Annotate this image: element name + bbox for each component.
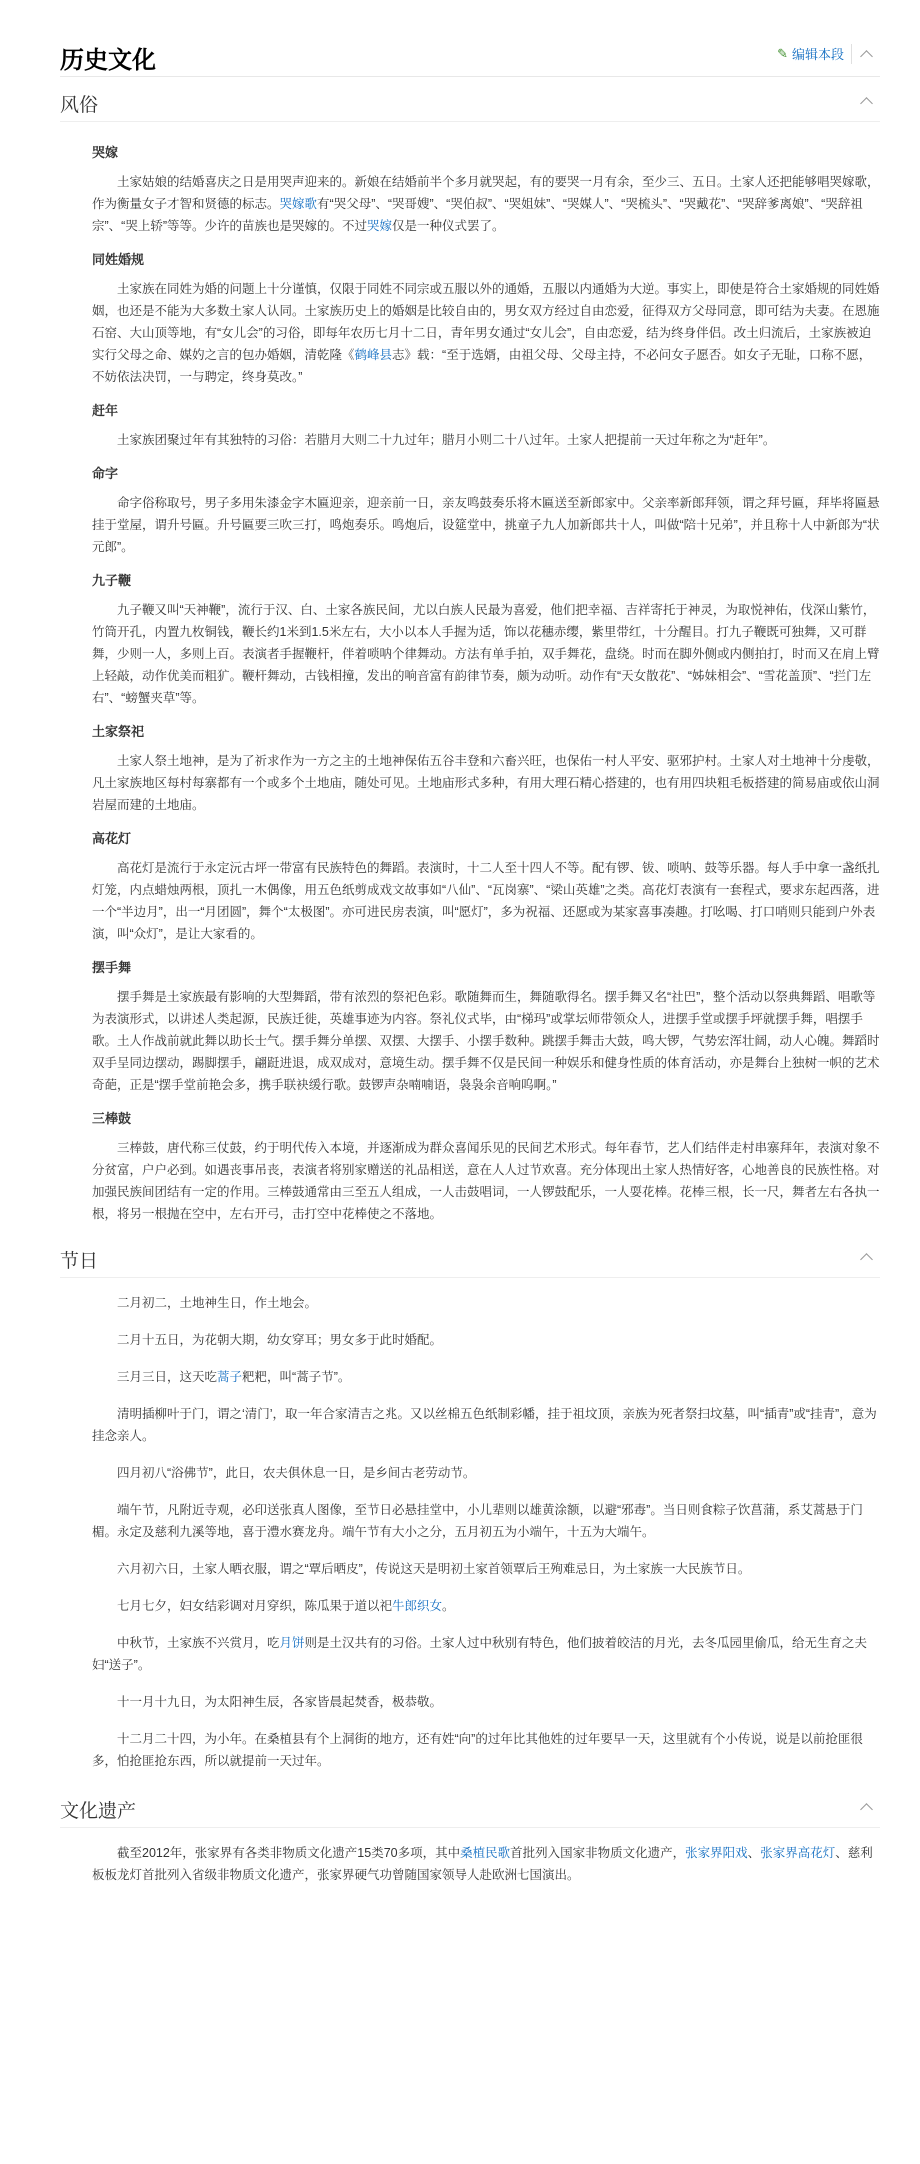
subsection-title: 高花灯 bbox=[92, 831, 132, 846]
paragraph-text: 仅是一种仪式罢了。 bbox=[392, 219, 505, 233]
section-title-festivals: 节日 bbox=[60, 1251, 99, 1272]
inline-link[interactable]: 鹤峰县 bbox=[354, 348, 393, 362]
paragraph-text: 七月七夕，妇女结彩调对月穿织，陈瓜果于道以祀 bbox=[117, 1599, 393, 1613]
inline-link[interactable]: 张家界阳戏 bbox=[685, 1846, 748, 1860]
paragraph bbox=[92, 1366, 880, 1388]
subsection-title: 赶年 bbox=[92, 403, 119, 418]
paragraph bbox=[92, 986, 880, 1096]
inline-link[interactable]: 哭嫁 bbox=[367, 219, 393, 233]
paragraph bbox=[92, 1403, 880, 1447]
paragraph bbox=[92, 1842, 880, 1886]
subsection-title: 哭嫁 bbox=[92, 145, 119, 160]
inline-link[interactable]: 张家界高花灯 bbox=[760, 1846, 836, 1860]
subsection-title: 命字 bbox=[92, 466, 119, 481]
inline-link[interactable]: 牛郎织女 bbox=[392, 1599, 443, 1613]
paragraph-text: 三棒鼓，唐代称三仗鼓，约于明代传入本境，并逐渐成为群众喜闻乐见的民间艺术形式。每年春节，艺人们结伴走村串寨拜年，表演对象不分贫富，户户必到。如遇丧事吊丧，表演者将别家赠送的礼品相送，意在人人过节欢喜。充分体现出土家人热情好客，心地善良的民族性格。对加强民族间团结有一定的作用。三棒鼓通常由三至五人组成，一人击鼓唱词，一人锣鼓配乐，一人耍花棒。花棒三根，长一尺，舞者左右各执一根，将另一根抛在空中，左右开弓，击打空中花棒使之不落地。 bbox=[92, 1141, 880, 1221]
paragraph-text: 高花灯是流行于永定沅古坪一带富有民族特色的舞蹈。表演时，十二人至十四人不等。配有锣、钹、唢呐、鼓等乐器。每人手中拿一盏纸扎灯笼，内点蜡烛两根，顶扎一木偶像，用五色纸剪成戏文故事如“八仙”、“瓦岗寨”、“梁山英雄”之类。高花灯表演有一套程式，要求东起西落，进一个“半边月”，出一“月团圆”，舞个“太极图”。亦可进民房表演，叫“愿灯”，多为祝福、还愿或为某家喜事凑趣。打吆喝、打口哨则只能到户外表演，叫“众灯”，是让大家看的。 bbox=[92, 861, 880, 941]
paragraph-text: 首批列入国家非物质文化遗产， bbox=[510, 1846, 686, 1860]
chevron-up-icon bbox=[860, 1803, 873, 1816]
inline-link[interactable]: 蒿子 bbox=[217, 1370, 243, 1384]
heritage-body bbox=[60, 1828, 880, 1886]
collapse-heritage-button[interactable] bbox=[852, 1797, 880, 1817]
paragraph-text: 、慈利板板龙灯首批列入省级非物质文化遗产，张家界硬气功曾随国家领导人赴欧洲七国演出。 bbox=[92, 1846, 873, 1882]
paragraph bbox=[92, 278, 880, 388]
paragraph-text: 土家人祭土地神，是为了祈求作为一方之主的土地神保佑五谷丰登和六畜兴旺，也保佑一村人平安、驱邪护村。土家人对土地神十分虔敬，凡土家族地区每村每寨都有一个或多个土地庙，随处可见。土地庙形式多种，有用大理石精心搭建的，也有用四块粗毛板搭建的简易庙或依山洞岩屋而建的土地庙。 bbox=[92, 754, 880, 812]
paragraph bbox=[92, 857, 880, 945]
paragraph-text: 有“哭父母”、“哭哥嫂”、“哭伯叔”、“哭姐妹”、“哭媒人”、“哭梳头”、“哭戴花”、“哭辞爹离娘”、“哭辞祖宗”、“哭上轿”等等。少许的苗族也是哭嫁的。不过 bbox=[92, 197, 863, 233]
paragraph-text: 粑粑，叫“蒿子节”。 bbox=[242, 1370, 351, 1384]
paragraph-text: 九子鞭又叫“天神鞭”，流行于汉、白、土家各族民间，尤以白族人民最为喜爱，他们把幸福、吉祥寄托于神灵，为取悦神佑，伐深山紫竹，竹筒开孔，内置九枚铜钱，鞭长约1米到1.5米左右，大小以本人手握为适，饰以花穗赤缨，紫里带红，十分醒目。打九子鞭既可独舞，又可群舞，少则一人，多则上百。表演者手握鞭杆，伴着唢呐个律舞动。方法有单手拍，双手舞花，盘绕。时而在脚外侧或内侧拍打，时而又在肩上臂上轻敲，动作优美而粗犷。鞭杆舞动，古钱相撞，发出的响音富有韵律节奏，颇为动听。动作有“天女散花”、“姊妹相会”、“雪花盖顶”、“拦门左右”、“螃蟹夹草”等。 bbox=[92, 603, 880, 705]
paragraph-text: 二月初二，土地神生日，作土地会。 bbox=[117, 1296, 318, 1310]
chevron-up-icon bbox=[860, 97, 873, 110]
paragraph-text: 命字俗称取号，男子多用朱漆金字木匾迎亲，迎亲前一日，亲友鸣鼓奏乐将木匾送至新郎家中。父亲率新郎拜领，谓之拜号匾，拜毕将匾悬挂于堂屋，谓升号匾。升号匾要三吹三打，鸣炮奏乐。鸣炮后，设筵堂中，挑童子九人加新郎共十人，叫做“陪十兄弟”，并且称十人中新郎为“状元郎”。 bbox=[92, 496, 880, 554]
page-title: 历史文化 bbox=[60, 47, 156, 74]
inline-link[interactable]: 月饼 bbox=[279, 1636, 305, 1650]
section-title-customs: 风俗 bbox=[60, 95, 99, 116]
paragraph-text: 摆手舞是土家族最有影响的大型舞蹈，带有浓烈的祭祀色彩。歌随舞而生，舞随歌得名。摆手舞又名“社巴”，整个活动以祭典舞蹈、唱歌等为表演形式，以讲述人类起源，民族迁徙，英雄事迹为内容。祭礼仪式毕，由“梯玛”或掌坛师带领众人，进摆手堂或摆手坪就摆手舞，唱摆手歌。土人作战前就此舞以助长士气。摆手舞分单摆、双摆、大摆手、小摆手数种。跳摆手舞击大鼓，鸣大锣，气势宏浑壮阔，动人心魄。舞蹈时双手呈同边摆动，踢脚摆手，翩跹进退，成双成对，意境生动。摆手舞不仅是民间一种娱乐和健身性质的体育活动，亦是舞台上独树一帜的艺术奇葩，正是“摆手堂前艳会多，携手联袂缓行歌。鼓锣声杂喃喃语，袅袅余音响呜啊。” bbox=[92, 990, 880, 1092]
paragraph bbox=[92, 1558, 880, 1580]
festivals-body bbox=[60, 1278, 880, 1772]
paragraph-text: 十一月十九日，为太阳神生辰，各家皆晨起焚香，极恭敬。 bbox=[117, 1695, 443, 1709]
edit-section-link[interactable] bbox=[777, 44, 844, 63]
subsection-title: 同姓婚规 bbox=[92, 252, 145, 267]
paragraph-text: 截至2012年，张家界有各类非物质文化遗产15类70多项，其中 bbox=[117, 1846, 461, 1860]
paragraph-text: 十二月二十四，为小年。在桑植县有个上洞街的地方，还有姓“向”的过年比其他姓的过年要早一天，这里就有个小传说，说是以前抢匪很多，怕抢匪抢东西，所以就提前一天过年。 bbox=[92, 1732, 863, 1768]
paragraph bbox=[92, 1595, 880, 1617]
section-header-heritage bbox=[60, 1787, 880, 1828]
edit-section-label: 编辑本段 bbox=[791, 47, 844, 62]
chevron-up-icon bbox=[860, 1253, 873, 1266]
paragraph-text: 志》载：“至于选婿，由祖父母、父母主持，不必问女子愿否。如女子无耻，口称不愿，不妨依法决罚，一与聘定，终身莫改。” bbox=[92, 348, 872, 384]
section-header-customs bbox=[60, 81, 880, 122]
paragraph-text: 则是土汉共有的习俗。土家人过中秋别有特色，他们披着皎洁的月光，去冬瓜园里偷瓜，给无生育之夫妇“送子”。 bbox=[92, 1636, 868, 1672]
paragraph-text: 土家姑娘的结婚喜庆之日是用哭声迎来的。新娘在结婚前半个多月就哭起，有的要哭一月有余，至少三、五日。土家人还把能够唱哭嫁歌，作为衡量女子才智和贤德的标志。 bbox=[92, 175, 880, 211]
paragraph bbox=[92, 429, 880, 451]
paragraph bbox=[92, 1329, 880, 1351]
customs-body bbox=[60, 122, 880, 1225]
section-header-festivals bbox=[60, 1237, 880, 1278]
paragraph bbox=[92, 171, 880, 237]
paragraph bbox=[92, 1691, 880, 1713]
inline-link[interactable]: 桑植民歌 bbox=[460, 1846, 511, 1860]
paragraph bbox=[92, 750, 880, 816]
subsection-title: 土家祭祀 bbox=[92, 724, 145, 739]
collapse-customs-button[interactable] bbox=[852, 91, 880, 111]
inline-link[interactable]: 哭嫁歌 bbox=[279, 197, 318, 211]
paragraph-text: 土家族在同姓为婚的问题上十分谨慎，仅限于同姓不同宗或五服以外的通婚，五服以内通婚为大逆。事实上，即使是符合土家婚规的同姓婚姻，也还是不能为大多数土家人认同。土家族历史上的婚姻是比较自由的，男女双方经过自由恋爱，征得双方父母同意，即可结为夫妻。在恩施石窑、大山顶等地，有“女儿会”的习俗，即每年农历七月十二日，青年男女通过“女儿会”，自由恋爱，结为终身伴侣。改土归流后，土家族被迫实行父母之命、媒妁之言的包办婚姻，清乾隆《 bbox=[92, 282, 880, 362]
paragraph bbox=[92, 599, 880, 709]
paragraph-text: 中秋节，土家族不兴赏月，吃 bbox=[117, 1636, 280, 1650]
paragraph bbox=[92, 1728, 880, 1772]
subsection-title: 九子鞭 bbox=[92, 573, 132, 588]
paragraph-text: 。 bbox=[442, 1599, 455, 1613]
pencil-icon: ✎ bbox=[777, 45, 788, 61]
section-title-heritage: 文化遗产 bbox=[60, 1801, 137, 1822]
paragraph-text: 四月初八“浴佛节”，此日，农夫俱休息一日，是乡间古老劳动节。 bbox=[117, 1466, 476, 1480]
paragraph-text: 二月十五日，为花朝大期，幼女穿耳；男女多于此时婚配。 bbox=[117, 1333, 443, 1347]
paragraph bbox=[92, 492, 880, 558]
page-header bbox=[60, 30, 880, 77]
subsection-title: 摆手舞 bbox=[92, 960, 132, 975]
paragraph-text: 三月三日，这天吃 bbox=[117, 1370, 218, 1384]
paragraph bbox=[92, 1499, 880, 1543]
article bbox=[60, 30, 880, 1898]
paragraph-text: 清明插柳叶于门，谓之‘清门’，取一年合家清吉之兆。又以丝棉五色纸制彩幡，挂于祖坟顶，亲族为死者祭扫坟墓，叫“插青”或“挂青”，意为挂念亲人。 bbox=[92, 1407, 877, 1443]
paragraph bbox=[92, 1632, 880, 1676]
collapse-festivals-button[interactable] bbox=[852, 1247, 880, 1267]
chevron-up-icon bbox=[860, 50, 873, 63]
paragraph-text: 、 bbox=[747, 1846, 761, 1860]
collapse-page-button[interactable] bbox=[851, 44, 880, 64]
subsection-title: 三棒鼓 bbox=[92, 1111, 132, 1126]
paragraph bbox=[92, 1292, 880, 1314]
paragraph bbox=[92, 1137, 880, 1225]
paragraph-text: 六月初六日，土家人晒衣服，谓之“覃后晒皮”，传说这天是明初土家首领覃后王殉难忌日，为土家族一大民族节日。 bbox=[117, 1562, 751, 1576]
paragraph-text: 土家族团聚过年有其独特的习俗：若腊月大则二十九过年；腊月小则二十八过年。土家人把提前一天过年称之为“赶年”。 bbox=[117, 433, 776, 447]
paragraph-text: 端午节，凡附近寺观，必印送张真人图像，至节日必悬挂堂中，小儿辈则以雄黄涂额，以避“邪毒”。当日则食粽子饮菖蒲，系艾蒿悬于门楣。永定及慈利九溪等地，喜于澧水赛龙舟。端午节有大小之分，五月初五为小端午，十五为大端午。 bbox=[92, 1503, 863, 1539]
paragraph bbox=[92, 1462, 880, 1484]
